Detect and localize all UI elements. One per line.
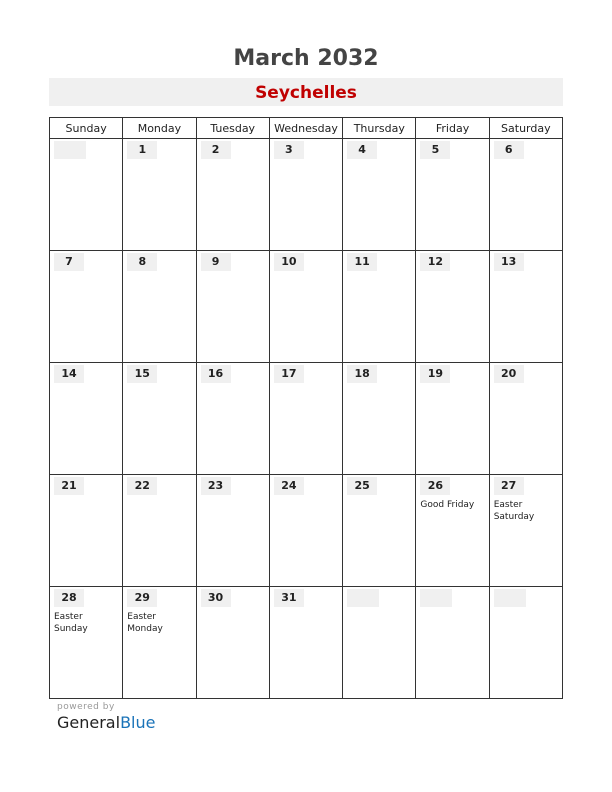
day-number: 30: [201, 589, 231, 607]
day-cell[interactable]: [196, 251, 269, 363]
day-number: 19: [420, 365, 450, 383]
day-number: 11: [347, 253, 377, 271]
holiday-label: Good Friday: [420, 500, 475, 510]
day-number: 15: [127, 365, 157, 383]
day-cell[interactable]: [489, 475, 562, 587]
day-number: 4: [347, 141, 377, 159]
day-number: 29: [127, 589, 157, 607]
brand-part-general: General: [57, 713, 121, 732]
weekday-saturday: Saturday: [489, 118, 562, 139]
country-name: Seychelles: [255, 83, 357, 103]
weekday-tuesday: Tuesday: [196, 118, 269, 139]
day-cell[interactable]: [196, 475, 269, 587]
day-cell[interactable]: [123, 251, 196, 363]
weekday-wednesday: Wednesday: [269, 118, 342, 139]
day-number: [420, 589, 452, 607]
day-cell[interactable]: [269, 475, 342, 587]
day-cell[interactable]: [416, 139, 489, 251]
weekday-monday: Monday: [123, 118, 196, 139]
brand-part-blue: Blue: [120, 713, 156, 732]
day-number: 5: [420, 141, 450, 159]
day-cell[interactable]: [123, 475, 196, 587]
day-number: 31: [274, 589, 304, 607]
day-number: [54, 141, 86, 159]
week-row: [50, 251, 563, 363]
week-row: [50, 363, 563, 475]
weekday-header-row: [50, 118, 563, 139]
day-number: 24: [274, 477, 304, 495]
day-number: 17: [274, 365, 304, 383]
day-number: 28: [54, 589, 84, 607]
day-number: 22: [127, 477, 157, 495]
day-number: 20: [494, 365, 524, 383]
day-number: 16: [201, 365, 231, 383]
day-number: 2: [201, 141, 231, 159]
day-cell[interactable]: [489, 139, 562, 251]
day-cell[interactable]: [416, 363, 489, 475]
day-cell[interactable]: [196, 139, 269, 251]
day-cell[interactable]: [269, 587, 342, 699]
day-number: 13: [494, 253, 524, 271]
day-cell[interactable]: [416, 251, 489, 363]
day-cell[interactable]: [343, 475, 416, 587]
day-cell[interactable]: [123, 587, 196, 699]
day-cell[interactable]: [196, 363, 269, 475]
day-cell[interactable]: [489, 363, 562, 475]
day-cell[interactable]: [416, 587, 489, 699]
day-number: 7: [54, 253, 84, 271]
day-number: 8: [127, 253, 157, 271]
weekday-sunday: Sunday: [50, 118, 123, 139]
day-number: 25: [347, 477, 377, 495]
day-cell[interactable]: [50, 251, 123, 363]
day-cell[interactable]: [343, 587, 416, 699]
day-cell[interactable]: [343, 251, 416, 363]
day-cell[interactable]: [343, 139, 416, 251]
day-cell[interactable]: [50, 587, 123, 699]
holiday-label: Easter Sunday: [54, 612, 88, 634]
day-cell[interactable]: [269, 251, 342, 363]
week-row: [50, 139, 563, 251]
day-number: [494, 589, 526, 607]
day-number: 9: [201, 253, 231, 271]
day-cell[interactable]: [50, 139, 123, 251]
day-cell[interactable]: [123, 139, 196, 251]
day-cell[interactable]: [196, 587, 269, 699]
day-cell[interactable]: [489, 251, 562, 363]
day-cell[interactable]: [489, 587, 562, 699]
powered-by-text: powered by: [57, 702, 115, 712]
day-number: 12: [420, 253, 450, 271]
day-cell[interactable]: [269, 363, 342, 475]
day-number: 18: [347, 365, 377, 383]
day-number: 6: [494, 141, 524, 159]
weekday-thursday: Thursday: [343, 118, 416, 139]
day-number: 1: [127, 141, 157, 159]
brand-logo[interactable]: [57, 713, 155, 732]
day-cell[interactable]: [123, 363, 196, 475]
footer: [57, 702, 155, 732]
day-cell[interactable]: [50, 475, 123, 587]
calendar-grid: [49, 117, 563, 699]
day-number: 10: [274, 253, 304, 271]
day-cell[interactable]: [50, 363, 123, 475]
day-number: 27: [494, 477, 524, 495]
holiday-label: Easter Saturday: [493, 500, 535, 522]
calendar-weeks: [50, 139, 563, 699]
day-cell[interactable]: [343, 363, 416, 475]
day-cell[interactable]: [416, 475, 489, 587]
day-number: 21: [54, 477, 84, 495]
holiday-label: Easter Monday: [127, 612, 163, 634]
day-number: 3: [274, 141, 304, 159]
day-number: 26: [420, 477, 450, 495]
day-number: [347, 589, 379, 607]
day-number: 14: [54, 365, 84, 383]
country-banner: [49, 78, 563, 106]
week-row: [50, 475, 563, 587]
day-cell[interactable]: [269, 139, 342, 251]
calendar-title: March 2032: [233, 46, 379, 71]
week-row: [50, 587, 563, 699]
day-number: 23: [201, 477, 231, 495]
weekday-friday: Friday: [416, 118, 489, 139]
